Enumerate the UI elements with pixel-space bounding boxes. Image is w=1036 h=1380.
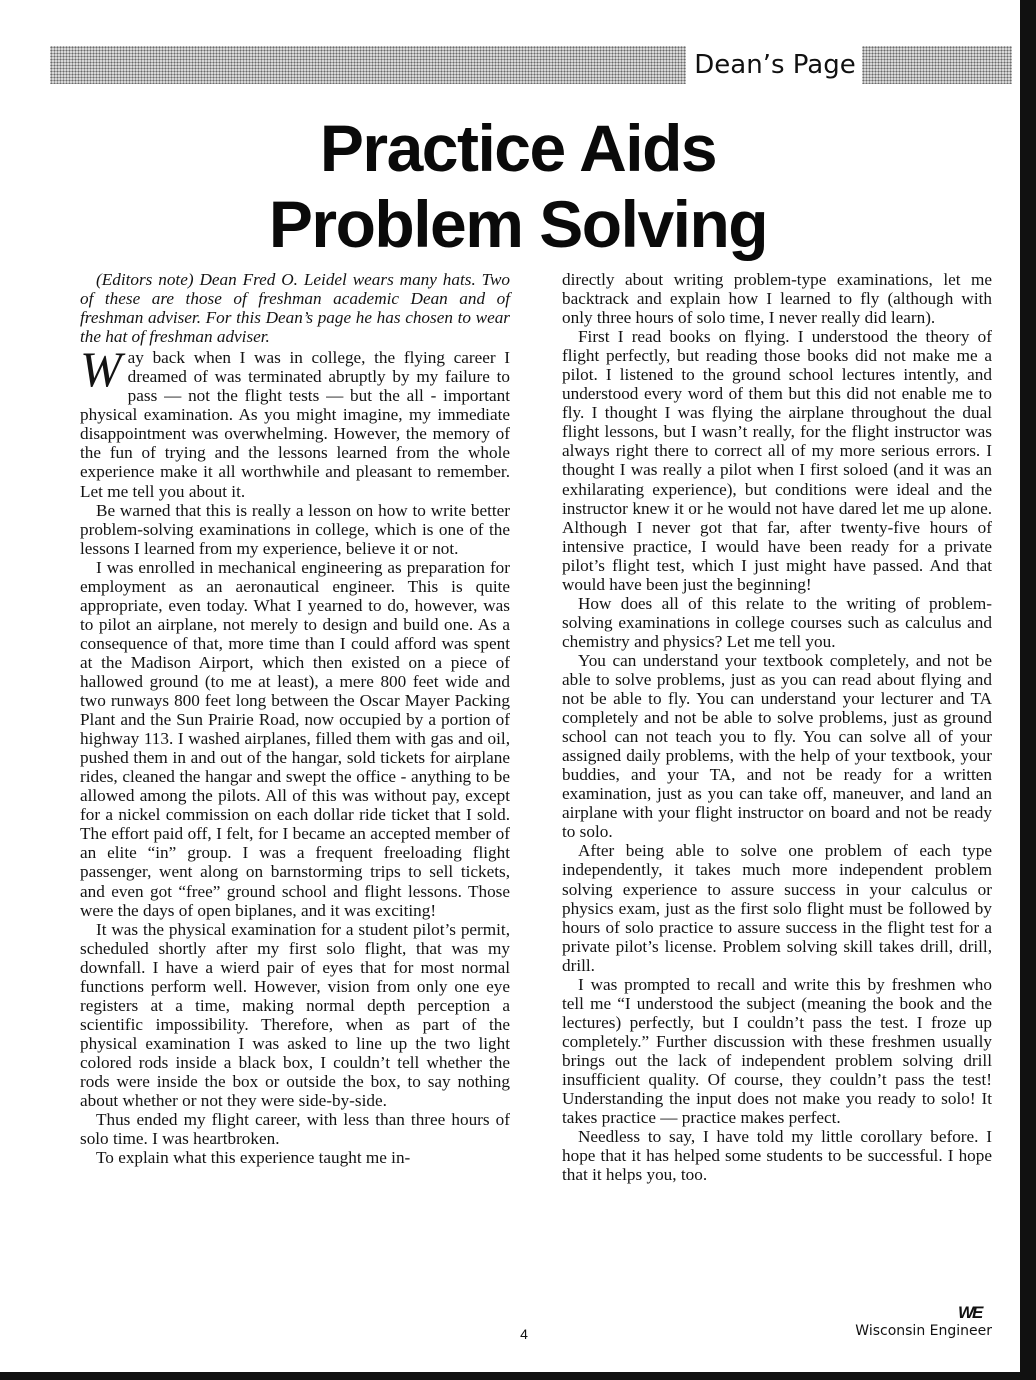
right-column <box>562 270 992 1184</box>
paragraph: I was enrolled in mechanical engineering as preparation for employment as an aeronautical engineer. This is quite appropriate, even today. What I yearned to do, however, was to pilot an airplane, not merely to design and build one. As a consequence of that, more time than I could afford was spent at the Madison Airport, which then existed on a piece of hallowed ground (to me at least), a mere 800 feet wide and two runways 800 feet long between the Oscar Mayer Packing Plant and the Sun Prairie Road, now occupied by a portion of highway 113. I washed airplanes, filled them with gas and oil, pushed them in and out of the hangar, sold tickets for airplane rides, cleaned the hangar and swept the office - anything to be allowed among the pilots. All of this was without pay, except for a nickel commission on each dollar ride ticket that I sold. The effort paid off, I felt, for I became an accepted member of an elite “in” group. I was a frequent freeloading flight passenger, went along on barnstorming trips to sell tickets, and even got “free” ground school and flight lessons. Those were the days of open biplanes, and it was exciting! <box>80 557 510 920</box>
paragraph: directly about writing problem-type examinations, let me backtrack and explain how I learned to fly (although with only three hours of solo time, I never really did learn). <box>562 270 992 328</box>
article-title <box>0 110 1036 262</box>
scan-edge-bottom <box>0 1372 1036 1380</box>
left-column <box>80 270 510 1167</box>
paragraph: Thus ended my flight career, with less than three hours of solo time. I was heartbroken. <box>80 1110 510 1149</box>
paragraph: After being able to solve one problem of each type independently, it takes much more independent problem solving experience to assure success in your calculus or physics exam, just as the first solo flight must be followed by hours of solo practice to assure success in the flight test for a private pilot’s license. Problem solving skill takes drill, drill, drill. <box>562 841 992 975</box>
paragraph: To explain what this experience taught me in- <box>96 1148 411 1168</box>
halftone-band-left <box>50 46 686 84</box>
page-number: 4 <box>520 1326 528 1342</box>
paragraph: Needless to say, I have told my little corollary before. I hope that it has helped some students to be successful. I hope that it helps you, too. <box>562 1127 992 1185</box>
section-header-bar <box>50 46 1012 84</box>
drop-cap: W <box>80 341 122 398</box>
title-line-1: Practice Aids <box>319 111 717 185</box>
we-logo: WE <box>958 1303 982 1322</box>
section-label: Dean’s Page <box>694 50 856 80</box>
paragraph: How does all of this relate to the writing of problem-solving examinations in college courses such as calculus and chemistry and physics? Let me tell you. <box>562 593 992 651</box>
paragraph: You can understand your textbook completely, and not be able to solve problems, just as you can read about flying and not be able to fly. You can understand your lecturer and TA completely and not be able to solve problems, just as ground school can not teach you to fly. You can solve all of your assigned daily problems, with the help of your textbook, your buddies, and your TA, and not be ready for a written examination, just as you can take off, maneuver, and land an airplane with your flight instructor on board and not be ready to solo. <box>562 650 992 842</box>
paragraph: Be warned that this is really a lesson on how to write better problem-solving examinations in college, which is one of the lessons I learned from my experience, believe it or not. <box>80 500 510 558</box>
halftone-band-right <box>862 46 1012 84</box>
paragraph: I was prompted to recall and write this by freshmen who tell me “I understood the subject (meaning the book and the lectures) perfectly, but I couldn’t pass the test. I froze up completely.” Further discussion with these freshmen usually brings out the lack of independent problem solving drill insufficient quality. Of course, they couldn’t pass the test! Understanding the input does not make you ready to solo! It takes practice — practice makes perfect. <box>562 974 992 1128</box>
paragraph: First I read books on flying. I understood the theory of flight perfectly, but reading those books did not make me a pilot. I listened to the ground school lectures intently, and understood every word of them but this did not enable me to fly. I thought I was flying the airplane throughout the dual flight lessons, but I wasn’t really, for the flight instructor was always right there to correct all of my more serious errors. I thought I was really a pilot when I first soloed (and it was an exhilarating experience), but conditions were ideal and the instructor knew it or he would not have dared let me up alone. Although I never got that far, after twenty-five hours of intensive practice, I would have been ready for a private pilot’s flight test, which I just might have passed. And that would have been just the beginning! <box>562 327 992 594</box>
publication-name: Wisconsin Engineer <box>855 1323 992 1339</box>
editors-note: (Editors note) Dean Fred O. Leidel wears many hats. Two of these are those of freshman academic Dean and of freshman adviser. For this Dean’s page he has chosen to wear the hat of freshman adviser. <box>80 270 510 347</box>
opening-paragraph <box>80 341 510 501</box>
paragraph: It was the physical examination for a student pilot’s permit, scheduled shortly after my first solo flight, that was my downfall. I have a wierd pair of eyes that for most normal functions perform well. However, vision from only one eye registers at a time, making normal depth perception a scientific impossibility. Therefore, when as part of the physical examination I was asked to line up the two light colored rods inside a black box, I couldn’t tell whether the rods were inside the box or outside the box, to say nothing about whether or not they were side-by-side. <box>80 919 510 1111</box>
title-line-2: Problem Solving <box>268 187 768 261</box>
opening-paragraph-text: ay back when I was in college, the flying career I dreamed of was terminated abruptly by my failure to pass — not the flight tests — but the all - important physical examination. As you might imagine, my immediate disappointment was overwhelming. However, the memory of the fun of trying and the lessons learned from the whole experience make it all worthwhile and pleasant to remember. Let me tell you about it. <box>80 348 510 501</box>
